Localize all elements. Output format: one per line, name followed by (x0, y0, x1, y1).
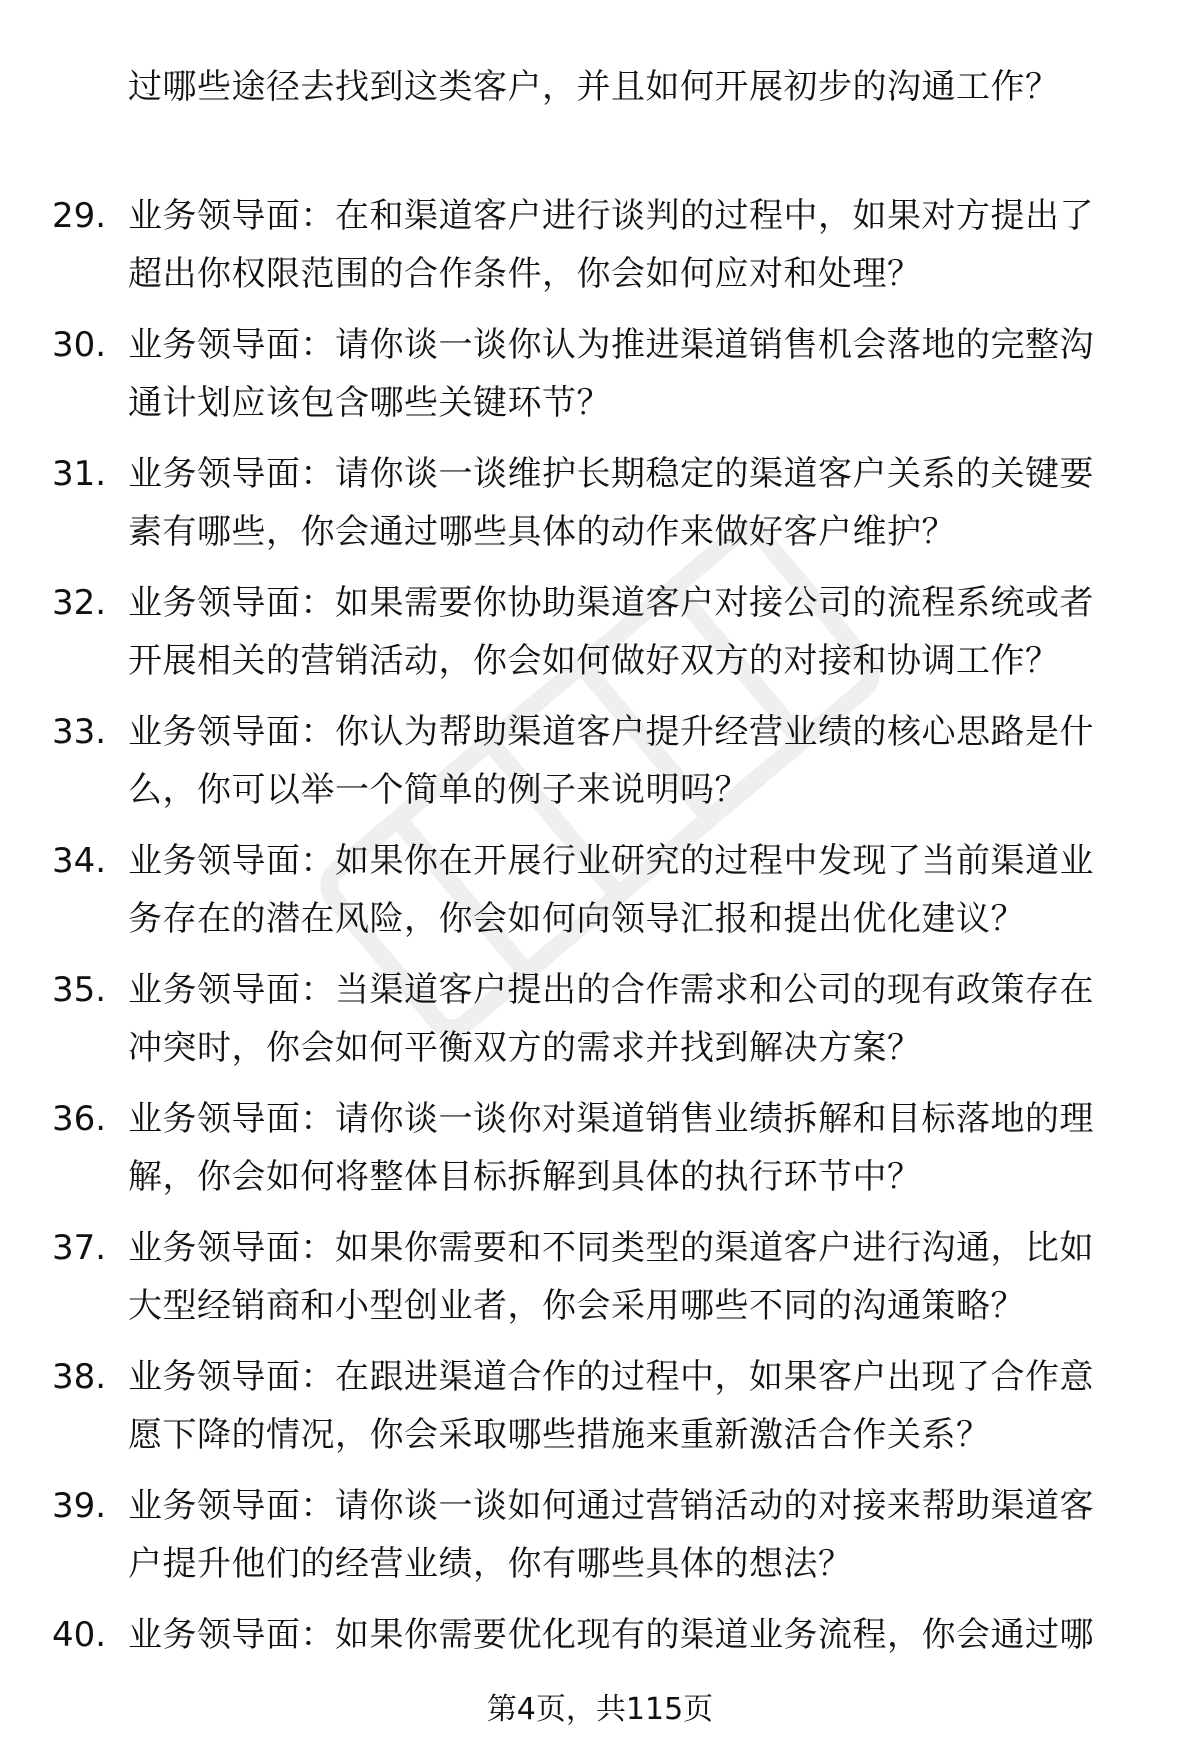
question-number: 32. (52, 583, 107, 623)
question-text-line: 业务领导面：请你谈一谈如何通过营销活动的对接来帮助渠道客 (128, 1486, 1094, 1526)
question-text-line: 业务领导面：在跟进渠道合作的过程中，如果客户出现了合作意 (128, 1357, 1094, 1397)
question-item (0, 832, 1200, 961)
question-number: 39. (52, 1486, 107, 1526)
question-item (0, 1090, 1200, 1219)
question-text-line: 业务领导面：如果你需要优化现有的渠道业务流程，你会通过哪 (128, 1615, 1094, 1655)
question-text-line: 开展相关的营销活动，你会如何做好双方的对接和协调工作？ (128, 641, 1060, 681)
question-text-line: 业务领导面：如果你在开展行业研究的过程中发现了当前渠道业 (128, 841, 1094, 881)
question-item (0, 445, 1200, 574)
question-item (0, 703, 1200, 832)
question-item (0, 1348, 1200, 1477)
question-text-line: 过哪些途径去找到这类客户，并且如何开展初步的沟通工作？ (128, 67, 1060, 107)
question-text-line: 业务领导面：请你谈一谈你认为推进渠道销售机会落地的完整沟 (128, 325, 1094, 365)
question-text-line: 业务领导面：你认为帮助渠道客户提升经营业绩的核心思路是什 (128, 712, 1094, 752)
question-text-line: 通计划应该包含哪些关键环节？ (128, 383, 611, 423)
question-text-line: 业务领导面：如果你需要和不同类型的渠道客户进行沟通，比如 (128, 1228, 1094, 1268)
question-text-line: 户提升他们的经营业绩，你有哪些具体的想法？ (128, 1544, 853, 1584)
question-number: 36. (52, 1099, 107, 1139)
question-text (128, 1348, 1150, 1464)
question-text (128, 445, 1150, 561)
question-number: 40. (52, 1615, 107, 1655)
question-number: 37. (52, 1228, 107, 1268)
question-text-line: 冲突时，你会如何平衡双方的需求并找到解决方案？ (128, 1028, 922, 1068)
question-text (128, 1090, 1150, 1206)
question-text (128, 58, 1150, 116)
question-item (0, 574, 1200, 703)
question-text (128, 1219, 1150, 1335)
question-text-line: 大型经销商和小型创业者，你会采用哪些不同的沟通策略？ (128, 1286, 1025, 1326)
question-text (128, 1606, 1150, 1664)
question-number: 31. (52, 454, 107, 494)
question-text-line: 务存在的潜在风险，你会如何向领导汇报和提出优化建议？ (128, 899, 1025, 939)
question-item (0, 961, 1200, 1090)
question-item (0, 316, 1200, 445)
question-item (0, 1219, 1200, 1348)
question-number: 38. (52, 1357, 107, 1397)
page-footer: 第4页，共115页 (486, 1692, 714, 1727)
question-item (0, 58, 1200, 187)
question-text (128, 961, 1150, 1077)
question-text-line: 业务领导面：在和渠道客户进行谈判的过程中，如果对方提出了 (128, 196, 1094, 236)
question-text-line: 解，你会如何将整体目标拆解到具体的执行环节中？ (128, 1157, 922, 1197)
question-text (128, 574, 1150, 690)
question-item (0, 187, 1200, 316)
question-text (128, 316, 1150, 432)
question-text (128, 703, 1150, 819)
question-item (0, 1477, 1200, 1606)
question-text-line: 业务领导面：请你谈一谈维护长期稳定的渠道客户关系的关键要 (128, 454, 1094, 494)
question-text-line: 么，你可以举一个简单的例子来说明吗？ (128, 770, 749, 810)
question-number: 35. (52, 970, 107, 1010)
question-number: 30. (52, 325, 107, 365)
question-text-line: 业务领导面：如果需要你协助渠道客户对接公司的流程系统或者 (128, 583, 1094, 623)
question-number: 34. (52, 841, 107, 881)
question-text (128, 832, 1150, 948)
question-list (0, 58, 1200, 1735)
question-text (128, 1477, 1150, 1593)
question-text-line: 超出你权限范围的合作条件，你会如何应对和处理？ (128, 254, 922, 294)
question-text-line: 业务领导面：请你谈一谈你对渠道销售业绩拆解和目标落地的理 (128, 1099, 1094, 1139)
question-text-line: 愿下降的情况，你会采取哪些措施来重新激活合作关系？ (128, 1415, 991, 1455)
question-text-line: 业务领导面：当渠道客户提出的合作需求和公司的现有政策存在 (128, 970, 1094, 1010)
question-number: 33. (52, 712, 107, 752)
question-text (128, 187, 1150, 303)
question-text-line: 素有哪些，你会通过哪些具体的动作来做好客户维护？ (128, 512, 956, 552)
question-number: 29. (52, 196, 107, 236)
